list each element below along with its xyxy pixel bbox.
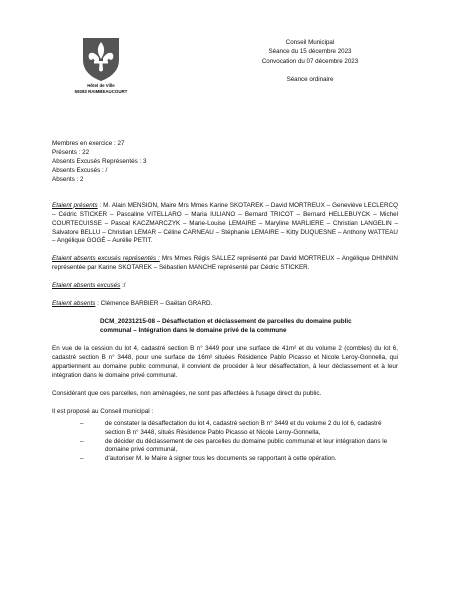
- proposal-text: de constater la désaffectation du lot 4, cadastré section B n° 3449 et du volume 2 du lot 6, cadastré section B n° 3448, situés Résidence Pablo Picasso et Nicole Leroy-Gonnella,: [105, 419, 382, 436]
- paragraph-considerant: Considérant que ces parcelles, non aménagées, ne sont pas affectées à l'usage direct du public.: [52, 389, 322, 397]
- count-absents: Absents : 2: [52, 175, 84, 183]
- absents-excuses-value: :/: [120, 282, 126, 290]
- header-title: Conseil Municipal: [285, 39, 335, 46]
- represented-list: Mrs Mmes Régis SALLEZ représenté par David MORTREUX – Angélique DHINNIN représentée par Karine SKOTAREK – Sébastien MANCHE représenté par Cédric STICKER.: [52, 255, 398, 272]
- bullet-dash: –: [80, 437, 84, 445]
- bullet-dash: –: [80, 419, 84, 427]
- bullet-dash: –: [80, 455, 84, 463]
- paragraph-cession: En vue de la cession du lot 4, cadastré section B n° 3449 pour une surface de 41m² et du volume 2 (combles) du lot 6, cadastré section B n° 3448, pour une surface de 16m² situées Résidence Pablo Picasso et Nicole Leroy-Gonnella, qui appartiennent au domaine public communal, il convient de procéder à leur désaffectation, à leur déclassement et à leur intégration dans le domaine privé communal.: [52, 345, 398, 379]
- absents-paragraph: [52, 300, 398, 309]
- list-item: [52, 420, 398, 438]
- fleur-de-lis-shield-icon: [81, 36, 121, 82]
- absents-excuses-label: Etaient absents excusés: [52, 282, 121, 290]
- town-crest: [66, 36, 136, 94]
- meeting-header: [230, 38, 390, 84]
- represented-paragraph: [52, 255, 398, 273]
- proposal-list: [52, 420, 398, 465]
- list-item: [52, 455, 398, 464]
- absents-label: Etaient absents: [52, 300, 96, 308]
- presents-list: : M. Alain MENSION, Maire Mrs Mmes Karine SKOTAREK – David MORTREUX – Geneviève LECLERCQ – Cédric STICKER – Pascaline VITELLARO – Maria IULIANO – Bernard TRICOT – Bernard HELLEBUYCK – Michel COURTECUISSE – Pascal KACZMARCZYK – Marie-Louise LEMAIRE – Maryline MARLIERE – Christian LANGELIN – Salvatore BELLU – Christian LEMAR – Céline CARNEAU – Stéphanie LEMAIRE – Kitty DUQUESNE – Anthony WATTEAU – Angélique GOGÉ – Aurélie PETIT.: [52, 201, 399, 245]
- address-line-1: Hôtel de Ville: [87, 83, 115, 88]
- document-body: [52, 140, 398, 464]
- seance-type: Séance ordinaire: [286, 75, 334, 83]
- absents-excuses-paragraph: [52, 282, 398, 291]
- paragraph-proposition: Il est proposé au Conseil municipal :: [52, 407, 154, 415]
- count-excuses-representes: Absents Excusés Représentés : 3: [52, 157, 147, 165]
- seance-date: Séance du 15 décembre 2023: [268, 48, 352, 56]
- presents-paragraph: [52, 202, 398, 247]
- count-presents: Présents : 22: [52, 148, 90, 156]
- count-excuses: Absents Excusés : /: [52, 166, 108, 174]
- town-hall-address: [66, 83, 136, 94]
- proposal-text: d'autoriser M. le Maire à signer tous les documents se rapportant à cette opération.: [105, 455, 337, 463]
- deliberation-title: DCM_20231215-08 – Désaffectation et déclassement de parcelles du domaine public communal – Intégration dans le domaine privé de la commune: [100, 318, 352, 335]
- address-line-2: 59283 RAIMBEAUCOURT: [74, 88, 128, 94]
- count-exercice: Membres en exercice : 27: [52, 140, 125, 147]
- proposal-text: de décider du déclassement de ces parcelles du domaine public communal et leur intégration dans le domaine privé communal,: [105, 437, 388, 454]
- represented-label: Etaient absents excusés représentés :: [52, 255, 160, 263]
- list-item: [52, 438, 398, 456]
- presents-label: Etaient présents: [52, 201, 98, 209]
- convocation-date: Convocation du 07 décembre 2023: [261, 57, 359, 65]
- absents-list: : Clémence BARBIER – Gaëtan GRARD.: [95, 300, 213, 308]
